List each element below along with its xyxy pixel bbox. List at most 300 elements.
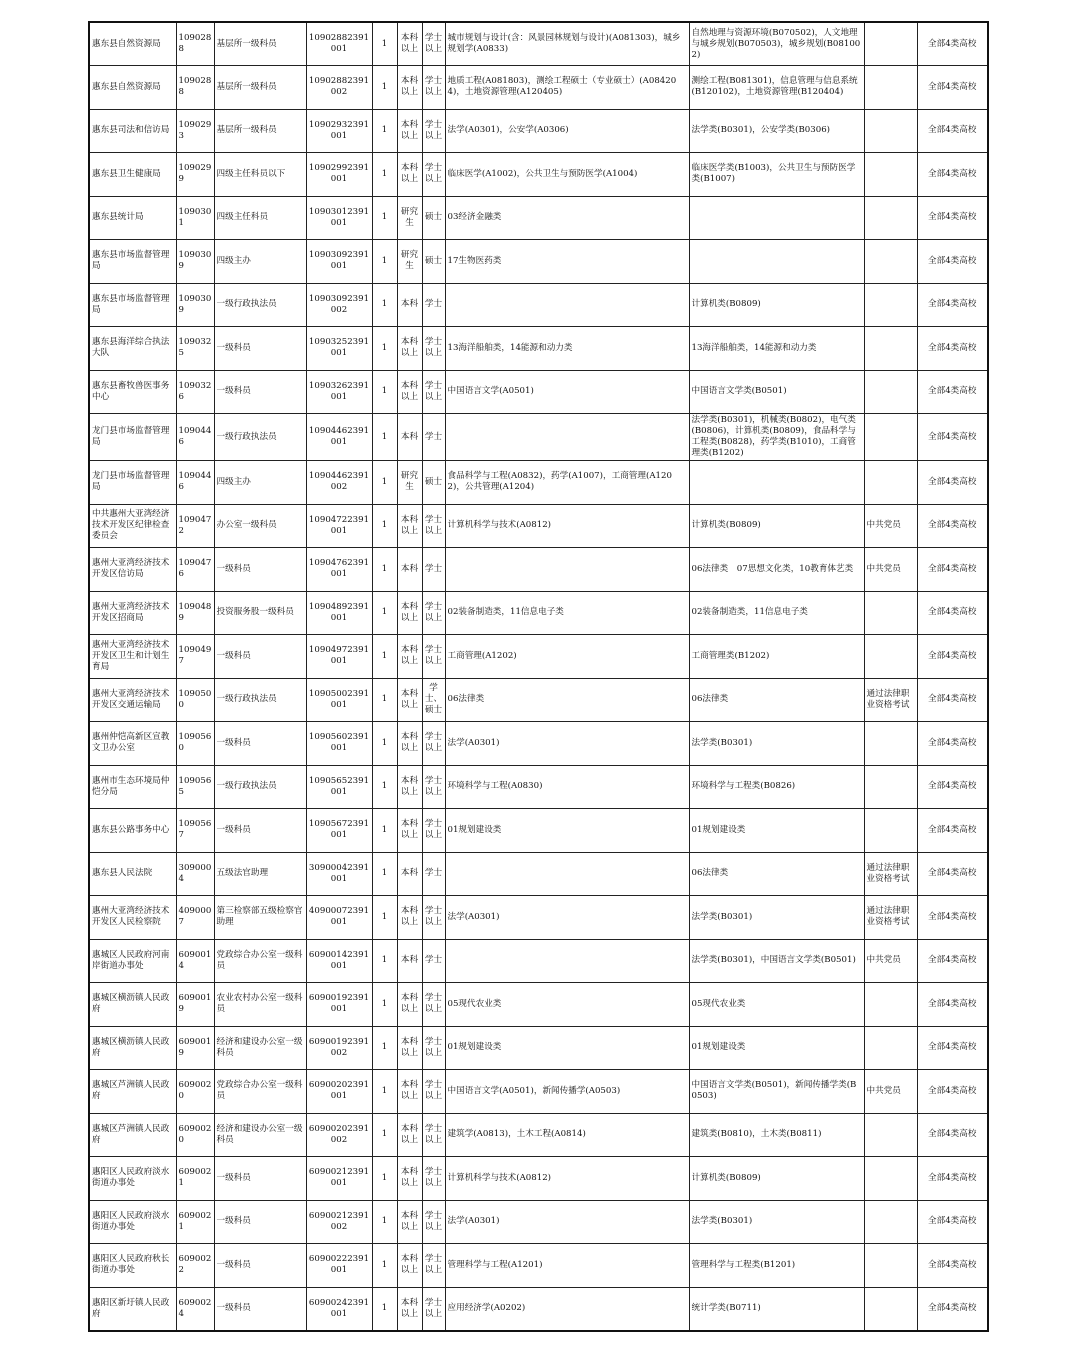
undergrad-major-cell: 统计学类(B0711): [689, 1287, 864, 1331]
other-requirement-cell: 中共党员: [864, 939, 917, 983]
education-cell: 本科以上: [397, 327, 422, 371]
unit-name-cell: 惠东县司法和信访局: [89, 109, 176, 153]
postgrad-major-cell: 法学(A0301): [445, 1200, 689, 1244]
table-row: [89, 1026, 988, 1070]
table-row: [89, 765, 988, 809]
other-requirement-cell: [864, 1200, 917, 1244]
quota-cell: 1: [372, 1157, 397, 1201]
degree-cell: 学士以上: [422, 370, 445, 414]
other-requirement-cell: [864, 1244, 917, 1288]
education-cell: 本科以上: [397, 809, 422, 853]
position-code-cell: 10905672391001: [306, 809, 372, 853]
degree-cell: 学士以上: [422, 809, 445, 853]
position-code-cell: 60900242391001: [306, 1287, 372, 1331]
quota-cell: 1: [372, 548, 397, 592]
degree-cell: 学士以上: [422, 22, 445, 66]
position-name-cell: 基层所一级科员: [214, 109, 306, 153]
table-row: [89, 461, 988, 505]
school-type-cell: 全部4类高校: [917, 1026, 988, 1070]
postgrad-major-cell: 中国语言文学(A0501)，新闻传播学(A0503): [445, 1070, 689, 1114]
postgrad-major-cell: 01规划建设类: [445, 1026, 689, 1070]
unit-code-cell: 1090301: [176, 196, 214, 240]
position-name-cell: 办公室一级科员: [214, 504, 306, 548]
position-code-cell: 10903252391001: [306, 327, 372, 371]
unit-code-cell: 1090299: [176, 153, 214, 197]
school-type-cell: 全部4类高校: [917, 1200, 988, 1244]
education-cell: 本科以上: [397, 370, 422, 414]
unit-name-cell: 中共惠州大亚湾经济技术开发区纪律检查委员会: [89, 504, 176, 548]
postgrad-major-cell: 法学(A0301): [445, 896, 689, 940]
postgrad-major-cell: 02装备制造类，11信息电子类: [445, 591, 689, 635]
table-row: [89, 1287, 988, 1331]
unit-code-cell: 1090446: [176, 414, 214, 461]
postgrad-major-cell: [445, 414, 689, 461]
postgrad-major-cell: 06法律类: [445, 678, 689, 722]
undergrad-major-cell: 法学类(B0301)，机械类(B0802)，电气类(B0806)，计算机类(B0809)，食品科学与工程类(B0828)，药学类(B1010)，工商管理类(B1202): [689, 414, 864, 461]
postgrad-major-cell: 环境科学与工程(A0830): [445, 765, 689, 809]
table-row: [89, 109, 988, 153]
unit-name-cell: 惠州大亚湾经济技术开发区卫生和计划生育局: [89, 635, 176, 679]
degree-cell: 学士以上: [422, 1244, 445, 1288]
table-row: [89, 1113, 988, 1157]
position-name-cell: 一级科员: [214, 327, 306, 371]
table-row: [89, 548, 988, 592]
education-cell: 本科: [397, 939, 422, 983]
education-cell: 本科: [397, 852, 422, 896]
education-cell: 本科: [397, 548, 422, 592]
position-name-cell: 一级行政执法员: [214, 414, 306, 461]
degree-cell: 学士以上: [422, 983, 445, 1027]
postgrad-major-cell: 法学(A0301)，公安学(A0306): [445, 109, 689, 153]
other-requirement-cell: [864, 765, 917, 809]
education-cell: 本科以上: [397, 66, 422, 110]
school-type-cell: 全部4类高校: [917, 939, 988, 983]
undergrad-major-cell: 01规划建设类: [689, 1026, 864, 1070]
position-name-cell: 四级主办: [214, 240, 306, 284]
education-cell: 本科以上: [397, 109, 422, 153]
unit-name-cell: 惠东县卫生健康局: [89, 153, 176, 197]
quota-cell: 1: [372, 327, 397, 371]
degree-cell: 学士: [422, 414, 445, 461]
position-name-cell: 经济和建设办公室一级科员: [214, 1113, 306, 1157]
unit-name-cell: 惠东县市场监督管理局: [89, 240, 176, 284]
table-row: [89, 896, 988, 940]
postgrad-major-cell: [445, 939, 689, 983]
postgrad-major-cell: 应用经济学(A0202): [445, 1287, 689, 1331]
education-cell: 本科: [397, 414, 422, 461]
quota-cell: 1: [372, 240, 397, 284]
unit-name-cell: 惠州大亚湾经济技术开发区招商局: [89, 591, 176, 635]
table-row: [89, 1244, 988, 1288]
unit-code-cell: 1090288: [176, 66, 214, 110]
postgrad-major-cell: 法学(A0301): [445, 722, 689, 766]
undergrad-major-cell: 06法律类: [689, 852, 864, 896]
other-requirement-cell: [864, 1113, 917, 1157]
postgrad-major-cell: 13海洋船舶类，14能源和动力类: [445, 327, 689, 371]
unit-code-cell: 1090476: [176, 548, 214, 592]
education-cell: 本科以上: [397, 678, 422, 722]
unit-name-cell: 惠州大亚湾经济技术开发区交通运输局: [89, 678, 176, 722]
unit-code-cell: 1090288: [176, 22, 214, 66]
unit-name-cell: 龙门县市场监督管理局: [89, 461, 176, 505]
other-requirement-cell: [864, 591, 917, 635]
position-name-cell: 一级行政执法员: [214, 678, 306, 722]
degree-cell: 学士以上: [422, 591, 445, 635]
unit-code-cell: 1090325: [176, 327, 214, 371]
undergrad-major-cell: 06法律类: [689, 678, 864, 722]
degree-cell: 学士以上: [422, 153, 445, 197]
position-name-cell: 一级科员: [214, 722, 306, 766]
position-code-cell: 10902992391001: [306, 153, 372, 197]
position-code-cell: 60900142391001: [306, 939, 372, 983]
postgrad-major-cell: 临床医学(A1002)，公共卫生与预防医学(A1004): [445, 153, 689, 197]
position-code-cell: 60900192391002: [306, 1026, 372, 1070]
unit-name-cell: 惠东县人民法院: [89, 852, 176, 896]
position-code-cell: 60900202391002: [306, 1113, 372, 1157]
undergrad-major-cell: 02装备制造类，11信息电子类: [689, 591, 864, 635]
school-type-cell: 全部4类高校: [917, 153, 988, 197]
other-requirement-cell: [864, 461, 917, 505]
degree-cell: 学士以上: [422, 1113, 445, 1157]
postgrad-major-cell: 计算机科学与技术(A0812): [445, 1157, 689, 1201]
school-type-cell: 全部4类高校: [917, 983, 988, 1027]
undergrad-major-cell: 自然地理与资源环境(B070502)，人文地理与城乡规划(B070503)，城乡规划(B081002): [689, 22, 864, 66]
school-type-cell: 全部4类高校: [917, 1157, 988, 1201]
education-cell: 本科以上: [397, 1200, 422, 1244]
position-name-cell: 农业农村办公室一级科员: [214, 983, 306, 1027]
table-row: [89, 196, 988, 240]
school-type-cell: 全部4类高校: [917, 283, 988, 327]
position-name-cell: 四级主任科员以下: [214, 153, 306, 197]
school-type-cell: 全部4类高校: [917, 461, 988, 505]
undergrad-major-cell: 06法律类 07思想文化类，10教育体艺类: [689, 548, 864, 592]
degree-cell: 学士以上: [422, 1157, 445, 1201]
education-cell: 本科以上: [397, 1287, 422, 1331]
other-requirement-cell: [864, 109, 917, 153]
quota-cell: 1: [372, 983, 397, 1027]
quota-cell: 1: [372, 504, 397, 548]
position-code-cell: 10903092391001: [306, 240, 372, 284]
other-requirement-cell: [864, 1026, 917, 1070]
undergrad-major-cell: [689, 196, 864, 240]
unit-name-cell: 惠城区芦洲镇人民政府: [89, 1113, 176, 1157]
school-type-cell: 全部4类高校: [917, 504, 988, 548]
position-name-cell: 党政综合办公室一级科员: [214, 1070, 306, 1114]
other-requirement-cell: [864, 1157, 917, 1201]
table-row: [89, 678, 988, 722]
other-requirement-cell: [864, 635, 917, 679]
table-row: [89, 939, 988, 983]
school-type-cell: 全部4类高校: [917, 722, 988, 766]
postgrad-major-cell: 地质工程(A081803)，测绘工程硕士（专业硕士）(A084204)，土地资源管理(A120405): [445, 66, 689, 110]
postgrad-major-cell: 工商管理(A1202): [445, 635, 689, 679]
undergrad-major-cell: 中国语言文学类(B0501)，新闻传播学类(B0503): [689, 1070, 864, 1114]
degree-cell: 学士以上: [422, 504, 445, 548]
table-row: [89, 809, 988, 853]
unit-name-cell: 惠东县公路事务中心: [89, 809, 176, 853]
quota-cell: 1: [372, 22, 397, 66]
school-type-cell: 全部4类高校: [917, 414, 988, 461]
table-row: [89, 1157, 988, 1201]
unit-code-cell: 6090021: [176, 1157, 214, 1201]
school-type-cell: 全部4类高校: [917, 66, 988, 110]
postgrad-major-cell: [445, 852, 689, 896]
quota-cell: 1: [372, 66, 397, 110]
table-row: [89, 66, 988, 110]
undergrad-major-cell: 中国语言文学类(B0501): [689, 370, 864, 414]
position-name-cell: 一级科员: [214, 1200, 306, 1244]
position-name-cell: 投资服务股一级科员: [214, 591, 306, 635]
other-requirement-cell: [864, 240, 917, 284]
position-name-cell: 基层所一级科员: [214, 66, 306, 110]
table-row: [89, 591, 988, 635]
education-cell: 本科以上: [397, 22, 422, 66]
degree-cell: 学士以上: [422, 765, 445, 809]
degree-cell: 学士以上: [422, 109, 445, 153]
school-type-cell: 全部4类高校: [917, 196, 988, 240]
undergrad-major-cell: 13海洋船舶类，14能源和动力类: [689, 327, 864, 371]
position-name-cell: 五级法官助理: [214, 852, 306, 896]
table-row: [89, 240, 988, 284]
unit-code-cell: 6090021: [176, 1200, 214, 1244]
school-type-cell: 全部4类高校: [917, 896, 988, 940]
education-cell: 本科以上: [397, 765, 422, 809]
school-type-cell: 全部4类高校: [917, 809, 988, 853]
education-cell: 本科以上: [397, 635, 422, 679]
education-cell: 本科以上: [397, 1070, 422, 1114]
table-row: [89, 370, 988, 414]
position-code-cell: 30900042391001: [306, 852, 372, 896]
undergrad-major-cell: 05现代农业类: [689, 983, 864, 1027]
education-cell: 本科以上: [397, 1244, 422, 1288]
position-code-cell: 10904462391002: [306, 461, 372, 505]
quota-cell: 1: [372, 196, 397, 240]
other-requirement-cell: [864, 809, 917, 853]
degree-cell: 学士以上: [422, 635, 445, 679]
position-code-cell: 10902882391002: [306, 66, 372, 110]
unit-name-cell: 惠州大亚湾经济技术开发区信访局: [89, 548, 176, 592]
undergrad-major-cell: 计算机类(B0809): [689, 283, 864, 327]
school-type-cell: 全部4类高校: [917, 765, 988, 809]
other-requirement-cell: [864, 983, 917, 1027]
other-requirement-cell: 通过法律职业资格考试: [864, 852, 917, 896]
unit-name-cell: 惠州大亚湾经济技术开发区人民检察院: [89, 896, 176, 940]
undergrad-major-cell: 测绘工程(B081301)，信息管理与信息系统(B120102)，土地资源管理(B120404): [689, 66, 864, 110]
undergrad-major-cell: 环境科学与工程类(B0826): [689, 765, 864, 809]
education-cell: 本科以上: [397, 896, 422, 940]
other-requirement-cell: [864, 66, 917, 110]
undergrad-major-cell: 工商管理类(B1202): [689, 635, 864, 679]
other-requirement-cell: 中共党员: [864, 548, 917, 592]
unit-code-cell: 1090500: [176, 678, 214, 722]
other-requirement-cell: 通过法律职业资格考试: [864, 896, 917, 940]
position-code-cell: 10904892391001: [306, 591, 372, 635]
other-requirement-cell: 中共党员: [864, 504, 917, 548]
position-name-cell: 四级主办: [214, 461, 306, 505]
position-name-cell: 一级科员: [214, 370, 306, 414]
education-cell: 本科: [397, 283, 422, 327]
education-cell: 研究生: [397, 196, 422, 240]
education-cell: 本科以上: [397, 153, 422, 197]
position-code-cell: 10902882391001: [306, 22, 372, 66]
position-name-cell: 一级科员: [214, 635, 306, 679]
unit-name-cell: 惠城区横沥镇人民政府: [89, 983, 176, 1027]
other-requirement-cell: [864, 196, 917, 240]
table-row: [89, 635, 988, 679]
unit-code-cell: 1090565: [176, 765, 214, 809]
position-name-cell: 经济和建设办公室一级科员: [214, 1026, 306, 1070]
postgrad-major-cell: 中国语言文学(A0501): [445, 370, 689, 414]
undergrad-major-cell: 计算机类(B0809): [689, 504, 864, 548]
school-type-cell: 全部4类高校: [917, 1244, 988, 1288]
other-requirement-cell: [864, 327, 917, 371]
position-code-cell: 10905652391001: [306, 765, 372, 809]
education-cell: 研究生: [397, 240, 422, 284]
degree-cell: 学士: [422, 283, 445, 327]
undergrad-major-cell: 法学类(B0301): [689, 896, 864, 940]
unit-code-cell: 1090560: [176, 722, 214, 766]
education-cell: 本科以上: [397, 1157, 422, 1201]
unit-code-cell: 6090024: [176, 1287, 214, 1331]
school-type-cell: 全部4类高校: [917, 22, 988, 66]
unit-code-cell: 1090567: [176, 809, 214, 853]
postgrad-major-cell: 计算机科学与技术(A0812): [445, 504, 689, 548]
education-cell: 研究生: [397, 461, 422, 505]
unit-code-cell: 6090020: [176, 1113, 214, 1157]
unit-name-cell: 惠东县海洋综合执法大队: [89, 327, 176, 371]
table-row: [89, 327, 988, 371]
table-row: [89, 983, 988, 1027]
quota-cell: 1: [372, 591, 397, 635]
unit-code-cell: 1090489: [176, 591, 214, 635]
quota-cell: 1: [372, 765, 397, 809]
undergrad-major-cell: 法学类(B0301): [689, 722, 864, 766]
degree-cell: 学士: [422, 548, 445, 592]
table-row: [89, 1070, 988, 1114]
position-name-cell: 四级主任科员: [214, 196, 306, 240]
undergrad-major-cell: 01规划建设类: [689, 809, 864, 853]
unit-code-cell: 1090446: [176, 461, 214, 505]
unit-name-cell: 惠东县畜牧兽医事务中心: [89, 370, 176, 414]
degree-cell: 学士以上: [422, 722, 445, 766]
table-row: [89, 1200, 988, 1244]
school-type-cell: 全部4类高校: [917, 548, 988, 592]
degree-cell: 学士以上: [422, 1026, 445, 1070]
quota-cell: 1: [372, 461, 397, 505]
postgrad-major-cell: [445, 283, 689, 327]
degree-cell: 硕士: [422, 461, 445, 505]
position-code-cell: 60900222391001: [306, 1244, 372, 1288]
education-cell: 本科以上: [397, 1113, 422, 1157]
unit-code-cell: 1090293: [176, 109, 214, 153]
position-code-cell: 10902932391001: [306, 109, 372, 153]
unit-name-cell: 惠阳区人民政府淡水街道办事处: [89, 1200, 176, 1244]
school-type-cell: 全部4类高校: [917, 678, 988, 722]
position-code-cell: 10903012391001: [306, 196, 372, 240]
school-type-cell: 全部4类高校: [917, 109, 988, 153]
school-type-cell: 全部4类高校: [917, 1287, 988, 1331]
unit-code-cell: 1090309: [176, 240, 214, 284]
unit-name-cell: 惠东县自然资源局: [89, 22, 176, 66]
quota-cell: 1: [372, 678, 397, 722]
degree-cell: 学士: [422, 852, 445, 896]
degree-cell: 学士以上: [422, 1070, 445, 1114]
position-code-cell: 10905002391001: [306, 678, 372, 722]
undergrad-major-cell: [689, 461, 864, 505]
position-code-cell: 10905602391001: [306, 722, 372, 766]
position-code-cell: 10904722391001: [306, 504, 372, 548]
postgrad-major-cell: 城市规划与设计(含：风景园林规划与设计)(A081303)，城乡规划学(A0833): [445, 22, 689, 66]
undergrad-major-cell: 临床医学类(B1003)，公共卫生与预防医学类(B1007): [689, 153, 864, 197]
undergrad-major-cell: [689, 240, 864, 284]
quota-cell: 1: [372, 1026, 397, 1070]
postgrad-major-cell: 食品科学与工程(A0832)，药学(A1007)，工商管理(A1202)，公共管理(A1204): [445, 461, 689, 505]
school-type-cell: 全部4类高校: [917, 1113, 988, 1157]
other-requirement-cell: [864, 153, 917, 197]
undergrad-major-cell: 法学类(B0301): [689, 1200, 864, 1244]
unit-code-cell: 3090004: [176, 852, 214, 896]
position-code-cell: 40900072391001: [306, 896, 372, 940]
job-positions-table: [88, 21, 989, 1332]
unit-name-cell: 龙门县市场监督管理局: [89, 414, 176, 461]
undergrad-major-cell: 法学类(B0301)，中国语言文学类(B0501): [689, 939, 864, 983]
position-name-cell: 一级科员: [214, 1287, 306, 1331]
postgrad-major-cell: [445, 548, 689, 592]
unit-code-cell: 1090309: [176, 283, 214, 327]
table-row: [89, 283, 988, 327]
position-name-cell: 一级行政执法员: [214, 283, 306, 327]
undergrad-major-cell: 计算机类(B0809): [689, 1157, 864, 1201]
unit-code-cell: 6090014: [176, 939, 214, 983]
other-requirement-cell: [864, 414, 917, 461]
table-row: [89, 414, 988, 461]
unit-name-cell: 惠城区芦洲镇人民政府: [89, 1070, 176, 1114]
position-name-cell: 一级科员: [214, 1157, 306, 1201]
quota-cell: 1: [372, 635, 397, 679]
quota-cell: 1: [372, 722, 397, 766]
position-code-cell: 10903092391002: [306, 283, 372, 327]
position-code-cell: 10904762391001: [306, 548, 372, 592]
position-code-cell: 10903262391001: [306, 370, 372, 414]
unit-code-cell: 6090022: [176, 1244, 214, 1288]
unit-code-cell: 1090497: [176, 635, 214, 679]
position-name-cell: 第三检察部五级检察官助理: [214, 896, 306, 940]
degree-cell: 学士以上: [422, 66, 445, 110]
education-cell: 本科以上: [397, 722, 422, 766]
postgrad-major-cell: 01规划建设类: [445, 809, 689, 853]
unit-name-cell: 惠阳区人民政府淡水街道办事处: [89, 1157, 176, 1201]
quota-cell: 1: [372, 153, 397, 197]
postgrad-major-cell: 05现代农业类: [445, 983, 689, 1027]
quota-cell: 1: [372, 1200, 397, 1244]
other-requirement-cell: 通过法律职业资格考试: [864, 678, 917, 722]
position-name-cell: 党政综合办公室一级科员: [214, 939, 306, 983]
unit-code-cell: 1090326: [176, 370, 214, 414]
quota-cell: 1: [372, 1244, 397, 1288]
unit-code-cell: 6090019: [176, 1026, 214, 1070]
education-cell: 本科以上: [397, 504, 422, 548]
other-requirement-cell: [864, 22, 917, 66]
quota-cell: 1: [372, 852, 397, 896]
position-code-cell: 60900212391002: [306, 1200, 372, 1244]
other-requirement-cell: 中共党员: [864, 1070, 917, 1114]
unit-code-cell: 6090019: [176, 983, 214, 1027]
school-type-cell: 全部4类高校: [917, 327, 988, 371]
degree-cell: 学士以上: [422, 1287, 445, 1331]
undergrad-major-cell: 建筑类(B0810)，土木类(B0811): [689, 1113, 864, 1157]
position-code-cell: 10904462391001: [306, 414, 372, 461]
table-body: [89, 22, 988, 1331]
